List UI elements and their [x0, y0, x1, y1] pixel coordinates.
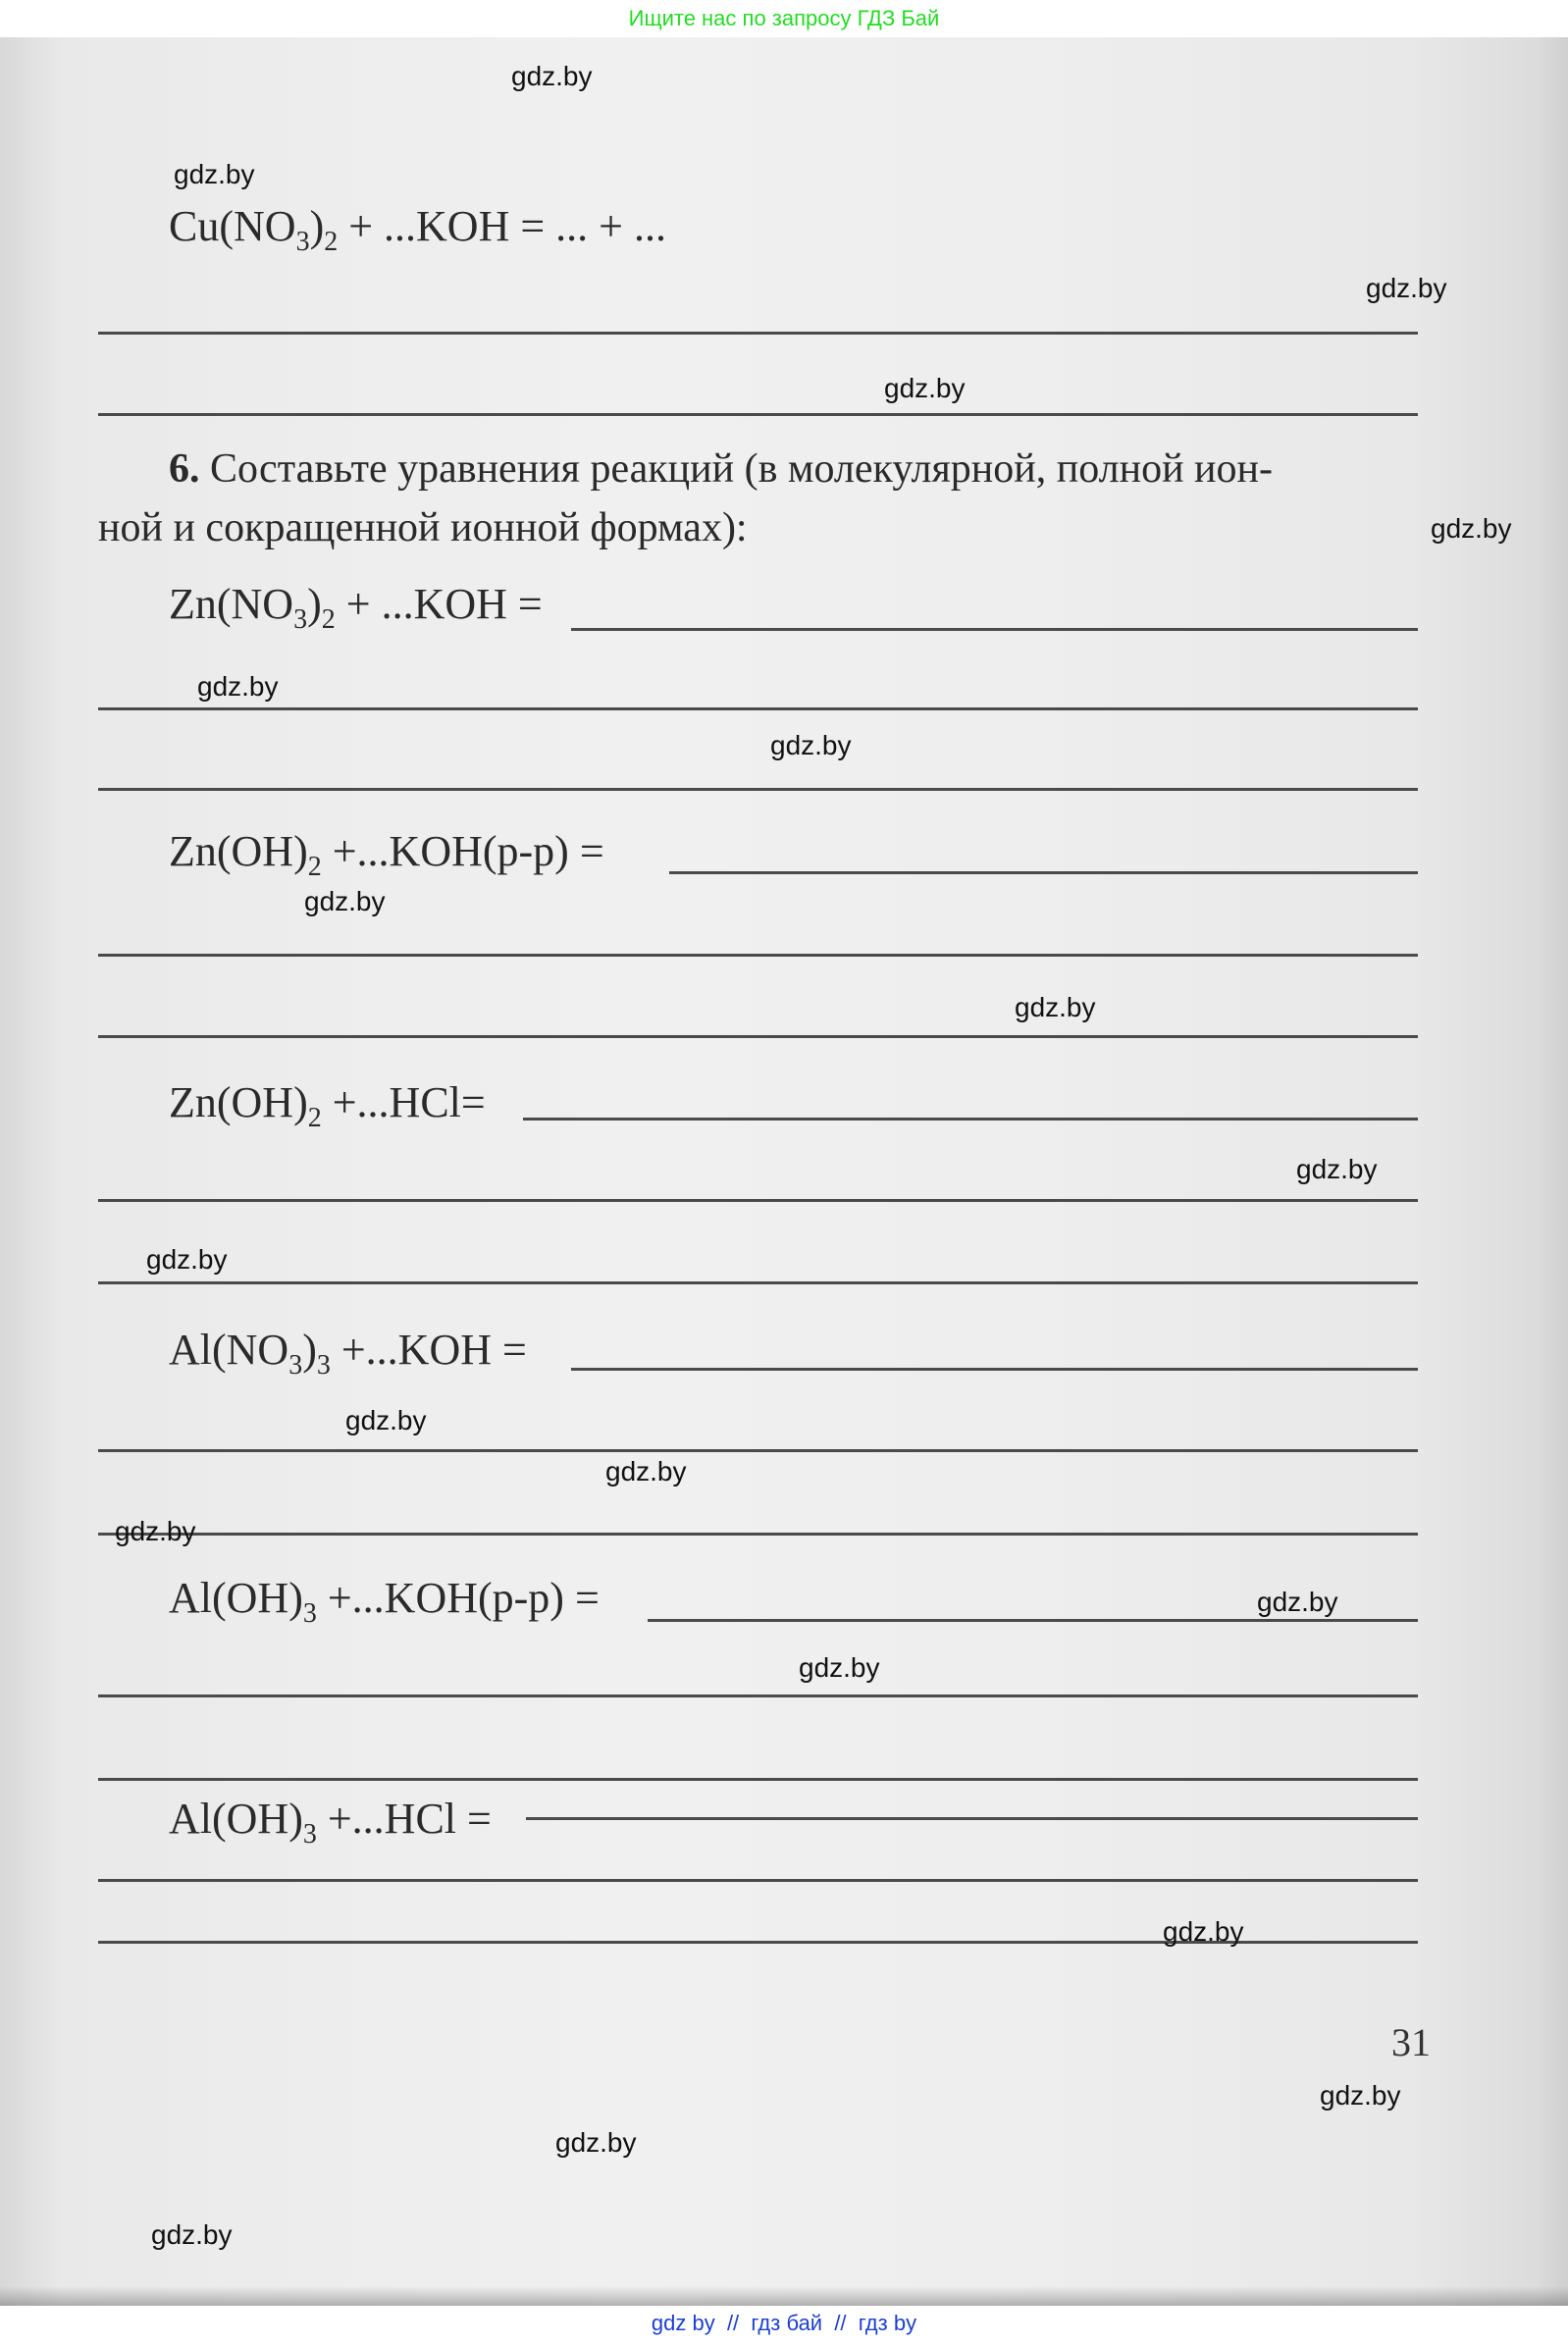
answer-line[interactable] — [98, 1281, 1418, 1284]
watermark: gdz.by — [605, 1456, 687, 1486]
page-edge-shadow — [0, 2286, 1568, 2306]
eq-part: +...KOH(р-р) = — [321, 827, 604, 875]
watermark: gdz.by — [799, 1652, 880, 1683]
answer-line[interactable] — [98, 1879, 1418, 1882]
watermark: gdz.by — [1257, 1587, 1338, 1617]
answer-line[interactable] — [98, 1449, 1418, 1452]
watermark: gdz.by — [511, 61, 593, 91]
eq-sub: 3 — [316, 1350, 331, 1381]
eq-part: ) — [309, 202, 325, 250]
watermark: gdz.by — [304, 886, 386, 916]
eq-part: + ...KOH = ... + ... — [338, 202, 666, 250]
answer-line[interactable] — [523, 1118, 1418, 1121]
answer-line[interactable] — [98, 1035, 1418, 1038]
equation-zn-oh-koh — [169, 826, 604, 883]
eq-sub: 3 — [302, 1819, 317, 1850]
eq-part: Al(NO — [169, 1326, 289, 1374]
eq-sub: 2 — [307, 1103, 322, 1133]
answer-line[interactable] — [98, 788, 1418, 791]
watermark: gdz.by — [1366, 273, 1447, 303]
answer-line[interactable] — [98, 1694, 1418, 1697]
eq-sub: 2 — [307, 852, 322, 882]
top-banner-text: Ищите нас по запросу ГДЗ Бай — [628, 6, 940, 30]
watermark: gdz.by — [1320, 2080, 1401, 2111]
answer-line[interactable] — [571, 628, 1418, 631]
watermark: gdz.by — [146, 1244, 228, 1275]
watermark: gdz.by — [197, 671, 279, 702]
watermark: gdz.by — [1296, 1154, 1378, 1184]
answer-line[interactable] — [98, 707, 1418, 710]
answer-line[interactable] — [98, 1533, 1418, 1536]
equation-zn-oh-hcl — [169, 1077, 486, 1134]
watermark: gdz.by — [1163, 1916, 1244, 1947]
equation-zn-no3 — [169, 579, 543, 636]
eq-sub: 3 — [295, 227, 310, 257]
page-number: 31 — [1391, 2020, 1431, 2064]
eq-part: ) — [307, 580, 322, 628]
watermark: gdz.by — [1431, 513, 1512, 544]
answer-line[interactable] — [98, 1199, 1418, 1202]
bottom-banner-text: gdz by // гдз бай // гдз by — [651, 2311, 917, 2335]
equation-cu-no3 — [169, 201, 666, 258]
task-6-line-1 — [169, 440, 1273, 498]
answer-line[interactable] — [571, 1368, 1418, 1371]
watermark: gdz.by — [555, 2127, 637, 2158]
answer-line[interactable] — [98, 332, 1418, 335]
equation-al-oh-koh — [169, 1573, 600, 1630]
eq-part: +...KOH(р-р) = — [316, 1574, 600, 1622]
eq-sub: 2 — [324, 227, 339, 257]
equation-al-oh-hcl — [169, 1794, 492, 1851]
bottom-banner — [0, 2306, 1568, 2346]
watermark: gdz.by — [151, 2219, 233, 2250]
eq-sub: 3 — [293, 604, 308, 635]
task-text: ной и сокращенной ионной формах): — [98, 505, 748, 550]
eq-part: Zn(OH) — [169, 827, 308, 875]
watermark: gdz.by — [1015, 992, 1096, 1022]
task-number: 6. — [169, 446, 200, 492]
answer-line[interactable] — [526, 1817, 1418, 1820]
task-text: Составьте уравнения реакций (в молекулярной, полной ион- — [199, 446, 1273, 492]
watermark: gdz.by — [174, 159, 255, 189]
eq-sub: 3 — [302, 1598, 317, 1629]
task-6-line-2 — [98, 498, 748, 557]
eq-part: Al(OH) — [169, 1795, 303, 1843]
eq-sub: 2 — [321, 604, 336, 635]
eq-part: +...KOH = — [330, 1326, 527, 1374]
watermark: gdz.by — [345, 1405, 427, 1435]
eq-part: Zn(OH) — [169, 1078, 308, 1126]
eq-part: + ...KOH = — [335, 580, 543, 628]
answer-line[interactable] — [98, 1778, 1418, 1781]
equation-al-no3 — [169, 1325, 527, 1382]
answer-line[interactable] — [669, 871, 1418, 874]
answer-line[interactable] — [98, 413, 1418, 416]
eq-part: Zn(NO — [169, 580, 294, 628]
watermark: gdz.by — [770, 730, 852, 760]
eq-part: ) — [302, 1326, 317, 1374]
answer-line[interactable] — [648, 1619, 1418, 1622]
top-banner — [0, 0, 1568, 37]
eq-part: Al(OH) — [169, 1574, 303, 1622]
answer-line[interactable] — [98, 954, 1418, 957]
watermark: gdz.by — [115, 1516, 196, 1546]
eq-sub: 3 — [288, 1350, 303, 1381]
eq-part: +...HCl = — [316, 1795, 492, 1843]
eq-part: Cu(NO — [169, 202, 296, 250]
eq-part: +...HCl= — [321, 1078, 486, 1126]
watermark: gdz.by — [884, 373, 966, 403]
